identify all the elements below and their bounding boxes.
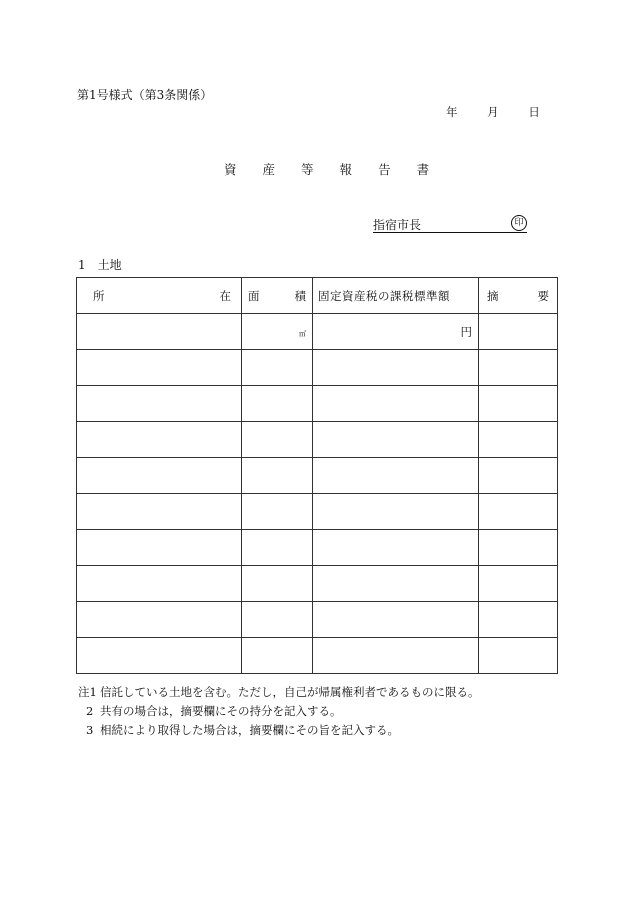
header-area: 面 積: [242, 278, 313, 314]
note-text: 信託している土地を含む。ただし，自己が帰属権利者であるものに限る。: [100, 685, 480, 699]
note-label: 3: [86, 723, 94, 737]
table-row: [77, 638, 558, 674]
date-year-label: 年: [446, 105, 458, 119]
tax-value-cell[interactable]: [313, 530, 479, 566]
tax-value-cell[interactable]: [313, 422, 479, 458]
location-cell[interactable]: [77, 386, 242, 422]
table-row: [77, 458, 558, 494]
area-cell[interactable]: [242, 602, 313, 638]
form-number: 第1号様式（第3条関係）: [77, 88, 213, 102]
header-location: 所 在: [77, 278, 242, 314]
note-text: 共有の場合は，摘要欄にその持分を記入する。: [100, 704, 342, 718]
table-row: [77, 314, 558, 350]
tax-value-cell[interactable]: [313, 386, 479, 422]
location-cell[interactable]: [77, 638, 242, 674]
area-cell[interactable]: [242, 566, 313, 602]
area-cell[interactable]: [242, 458, 313, 494]
addressee-line: [373, 216, 527, 233]
section-label: 土地: [97, 258, 122, 272]
header-tax-value: 固定資産税の課税標準額: [313, 278, 479, 314]
title-char: 資: [224, 162, 237, 177]
remarks-cell[interactable]: [479, 458, 558, 494]
document-title: [224, 160, 429, 178]
title-char: 報: [339, 162, 353, 177]
area-cell[interactable]: [242, 386, 313, 422]
note-item: [78, 683, 480, 702]
location-cell[interactable]: [77, 530, 242, 566]
section-heading: [78, 256, 122, 273]
land-table: [76, 277, 558, 674]
location-cell[interactable]: [77, 458, 242, 494]
note-text: 相続により取得した場合は，摘要欄にその旨を記入する。: [100, 723, 399, 737]
title-char: 産: [262, 162, 276, 177]
note-item: [78, 702, 480, 721]
note-item: [78, 721, 480, 740]
table-header-row: [77, 278, 558, 314]
table-row: [77, 494, 558, 530]
location-cell[interactable]: [77, 602, 242, 638]
tax-value-cell[interactable]: [313, 566, 479, 602]
table-row: [77, 350, 558, 386]
area-cell[interactable]: [242, 494, 313, 530]
tax-value-cell[interactable]: [313, 350, 479, 386]
area-unit: ㎡: [299, 329, 306, 338]
table-row: [77, 386, 558, 422]
remarks-cell[interactable]: [479, 566, 558, 602]
date-day-label: 日: [528, 105, 540, 119]
remarks-cell[interactable]: [479, 602, 558, 638]
date-line: [446, 104, 540, 120]
table-row: [77, 602, 558, 638]
area-cell[interactable]: [242, 314, 313, 350]
remarks-cell[interactable]: [479, 422, 558, 458]
location-cell[interactable]: [77, 494, 242, 530]
seal-mark: 印: [511, 215, 527, 231]
tax-value-cell[interactable]: [313, 494, 479, 530]
notes-block: [78, 683, 480, 740]
area-cell[interactable]: [242, 530, 313, 566]
title-char: 告: [378, 162, 391, 177]
title-char: 等: [301, 162, 314, 177]
area-cell[interactable]: [242, 422, 313, 458]
tax-value-cell[interactable]: [313, 458, 479, 494]
location-cell[interactable]: [77, 314, 242, 350]
table-row: [77, 566, 558, 602]
remarks-cell[interactable]: [479, 494, 558, 530]
remarks-cell[interactable]: [479, 638, 558, 674]
location-cell[interactable]: [77, 566, 242, 602]
header-remarks: 摘 要: [479, 278, 558, 314]
area-cell[interactable]: [242, 638, 313, 674]
table-row: [77, 530, 558, 566]
remarks-cell[interactable]: [479, 314, 558, 350]
location-cell[interactable]: [77, 422, 242, 458]
date-month-label: 月: [487, 105, 499, 119]
note-label: 注1: [78, 685, 97, 699]
addressee-name: 指宿市長: [373, 218, 422, 232]
area-cell[interactable]: [242, 350, 313, 386]
remarks-cell[interactable]: [479, 386, 558, 422]
tax-value-cell[interactable]: [313, 602, 479, 638]
section-number: 1: [78, 258, 86, 272]
remarks-cell[interactable]: [479, 350, 558, 386]
tax-value-unit: 円: [460, 324, 472, 339]
remarks-cell[interactable]: [479, 530, 558, 566]
title-char: 書: [416, 162, 430, 177]
table-row: [77, 422, 558, 458]
note-label: 2: [86, 704, 94, 718]
tax-value-cell[interactable]: [313, 638, 479, 674]
location-cell[interactable]: [77, 350, 242, 386]
tax-value-cell[interactable]: [313, 314, 479, 350]
